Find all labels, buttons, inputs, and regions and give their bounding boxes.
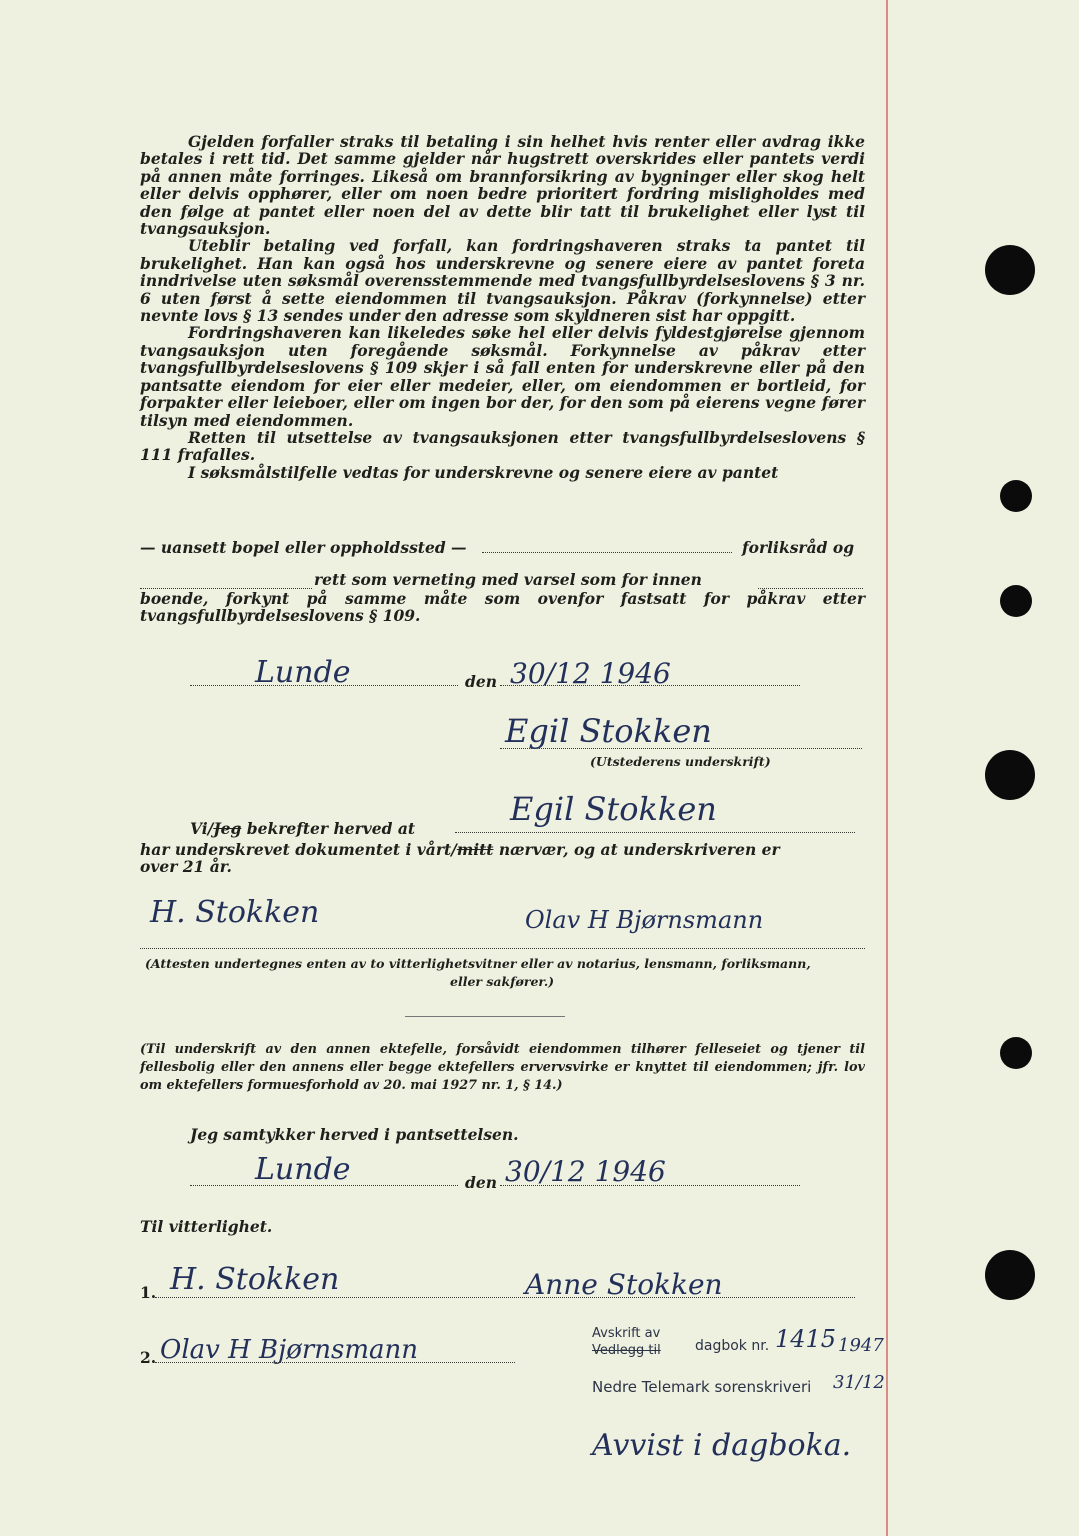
dotted-field	[500, 685, 800, 686]
consent-date-handwritten: 30/12 1946	[505, 1155, 666, 1188]
dotted-field	[155, 1362, 515, 1363]
consent-den-label: den	[465, 1173, 497, 1192]
dotted-field	[500, 1185, 800, 1186]
attestation-note2: eller sakfører.)	[450, 974, 555, 989]
consent-witness2-signature: Olav H Bjørnsmann	[160, 1335, 419, 1365]
paragraph-default: Gjelden forfaller straks til betaling i sin helhet hvis renter eller avdrag ikke betales i rett tid. Det samme gjelder når hugstrett overskrides eller pantets verdi på annen måte forringes. Likeså om brannforsikring av bygninger eller skog helt eller delvis opphører, eller om noen bedre prioritert fordring misligholdes med den følge at pantet eller noen del av dette blir tatt til brukelighet eller lyst til tvangsauksjon.	[140, 132, 865, 239]
paragraph-lawsuit: I søksmålstilfelle vedtas for underskrevne og senere eiere av pantet	[188, 462, 779, 482]
paragraph-postponement: Retten til utsettelse av tvangsauksjonen etter tvangsfullbyrdelseslovens § 111 frafalles.	[140, 427, 865, 465]
separator-rule	[405, 1016, 565, 1017]
dotted-field	[500, 748, 862, 749]
stamp-attachment-label: Vedlegg til	[592, 1343, 661, 1358]
spouse-signature: Anne Stokken	[525, 1268, 723, 1301]
venue-line1-end: forliksråd og	[742, 538, 855, 557]
stamp-transcript-label: Avskrift av	[592, 1326, 661, 1341]
consent-witness1-signature: H. Stokken	[170, 1262, 340, 1297]
consent-place-handwritten: Lunde	[255, 1152, 351, 1187]
issue-den-label: den	[465, 672, 497, 691]
attested-signer-handwritten: Egil Stokken	[510, 790, 717, 828]
dotted-field	[190, 1185, 458, 1186]
punch-hole	[985, 245, 1035, 295]
witness-label: Til vitterlighet.	[140, 1217, 273, 1236]
attestation-witness2-signature: Olav H Bjørnsmann	[525, 906, 764, 934]
terms-text	[140, 133, 865, 481]
stamp-court-name: Nedre Telemark sorenskriveri	[592, 1378, 812, 1396]
issue-place-handwritten: Lunde	[255, 655, 351, 690]
issuer-signature-caption: (Utstederens underskrift)	[590, 754, 771, 769]
issue-date-handwritten: 30/12 1946	[510, 657, 671, 690]
attestation-note: (Attesten undertegnes enten av to vitterlighetsvitner eller av notarius, lensmann, forliksmann,	[145, 956, 811, 971]
attestation-line3: over 21 år.	[140, 857, 232, 876]
struck-word: Jeg	[213, 819, 242, 838]
stamp-year: 1947	[838, 1335, 884, 1356]
stamp-daybook-label: dagbok nr.	[695, 1338, 770, 1354]
punch-hole	[1000, 480, 1032, 512]
attestation-line1: Vi/Jeg bekrefter herved at	[190, 819, 416, 838]
rejection-handnote: Avvist i dagboka.	[592, 1428, 852, 1463]
witness-number-1: 1.	[140, 1283, 157, 1302]
dotted-field	[482, 552, 732, 553]
venue-line2-mid: rett som verneting med varsel som for innen	[314, 570, 702, 589]
red-margin-line	[886, 0, 888, 1536]
paragraph-foreclosure: Fordringshaveren kan likeledes søke hel eller delvis fyldestgjørelse gjennom tvangsauksjon uten foregående søksmål. Forkynnelse av påkrav etter tvangsfullbyrdelseslovens § 109 skjer i så fall enten for underskrevne eller på den pantsatte eiendom for eier eller medeier, eller, om eiendommen er bortleid, for forpakter eller leieboer, eller om ingen bor der, for den som på eierens vegne fører tilsyn med eiendommen.	[140, 323, 865, 430]
venue-line1-start: — uansett bopel eller oppholdssted —	[140, 538, 467, 557]
dotted-field	[140, 948, 865, 949]
dotted-field	[190, 685, 458, 686]
stamp-daybook-number: 1415	[775, 1325, 837, 1353]
witness-number-2: 2.	[140, 1348, 157, 1367]
attestation-witness1-signature: H. Stokken	[150, 895, 320, 930]
stamp-date: 31/12	[833, 1372, 885, 1393]
dotted-field	[455, 832, 855, 833]
punch-hole	[1000, 585, 1032, 617]
dotted-field	[155, 1297, 855, 1298]
attestation-line2: har underskrevet dokumentet i vårt/mitt nærvær, og at underskriveren er	[140, 840, 780, 859]
paragraph-nonpayment: Uteblir betaling ved forfall, kan fordringshaveren straks ta pantet til brukelighet. Han kan også hos underskrevne og senere eiere av pantet foreta inndrivelse uten søksmål overensstemmende med tvangsfullbyrdelseslovens § 3 nr. 6 uten først å sette eiendommen til tvangsauksjon. Påkrav (forkynnelse) etter nevnte lovs § 13 sendes under den adresse som skyldneren sist har oppgitt.	[140, 236, 865, 326]
consent-text: Jeg samtykker herved i pantsettelsen.	[190, 1125, 519, 1144]
struck-word: mitt	[456, 840, 494, 859]
venue-line3: boende, forkynt på samme måte som ovenfor fastsatt for påkrav etter tvangsfullbyrdelseslovens § 109.	[140, 589, 865, 626]
punch-hole	[985, 750, 1035, 800]
spouse-note: (Til underskrift av den annen ektefelle, forsåvidt eiendommen tilhører felleseiet og tjener til fellesbolig eller den annens eller begge ektefellers ervervsvirke er knyttet til eiendommen; jfr. lov om ektefellers formuesforhold av 20. mai 1927 nr. 1, § 14.)	[140, 1042, 865, 1093]
punch-hole	[1000, 1037, 1032, 1069]
punch-hole	[985, 1250, 1035, 1300]
issuer-signature: Egil Stokken	[505, 712, 712, 750]
